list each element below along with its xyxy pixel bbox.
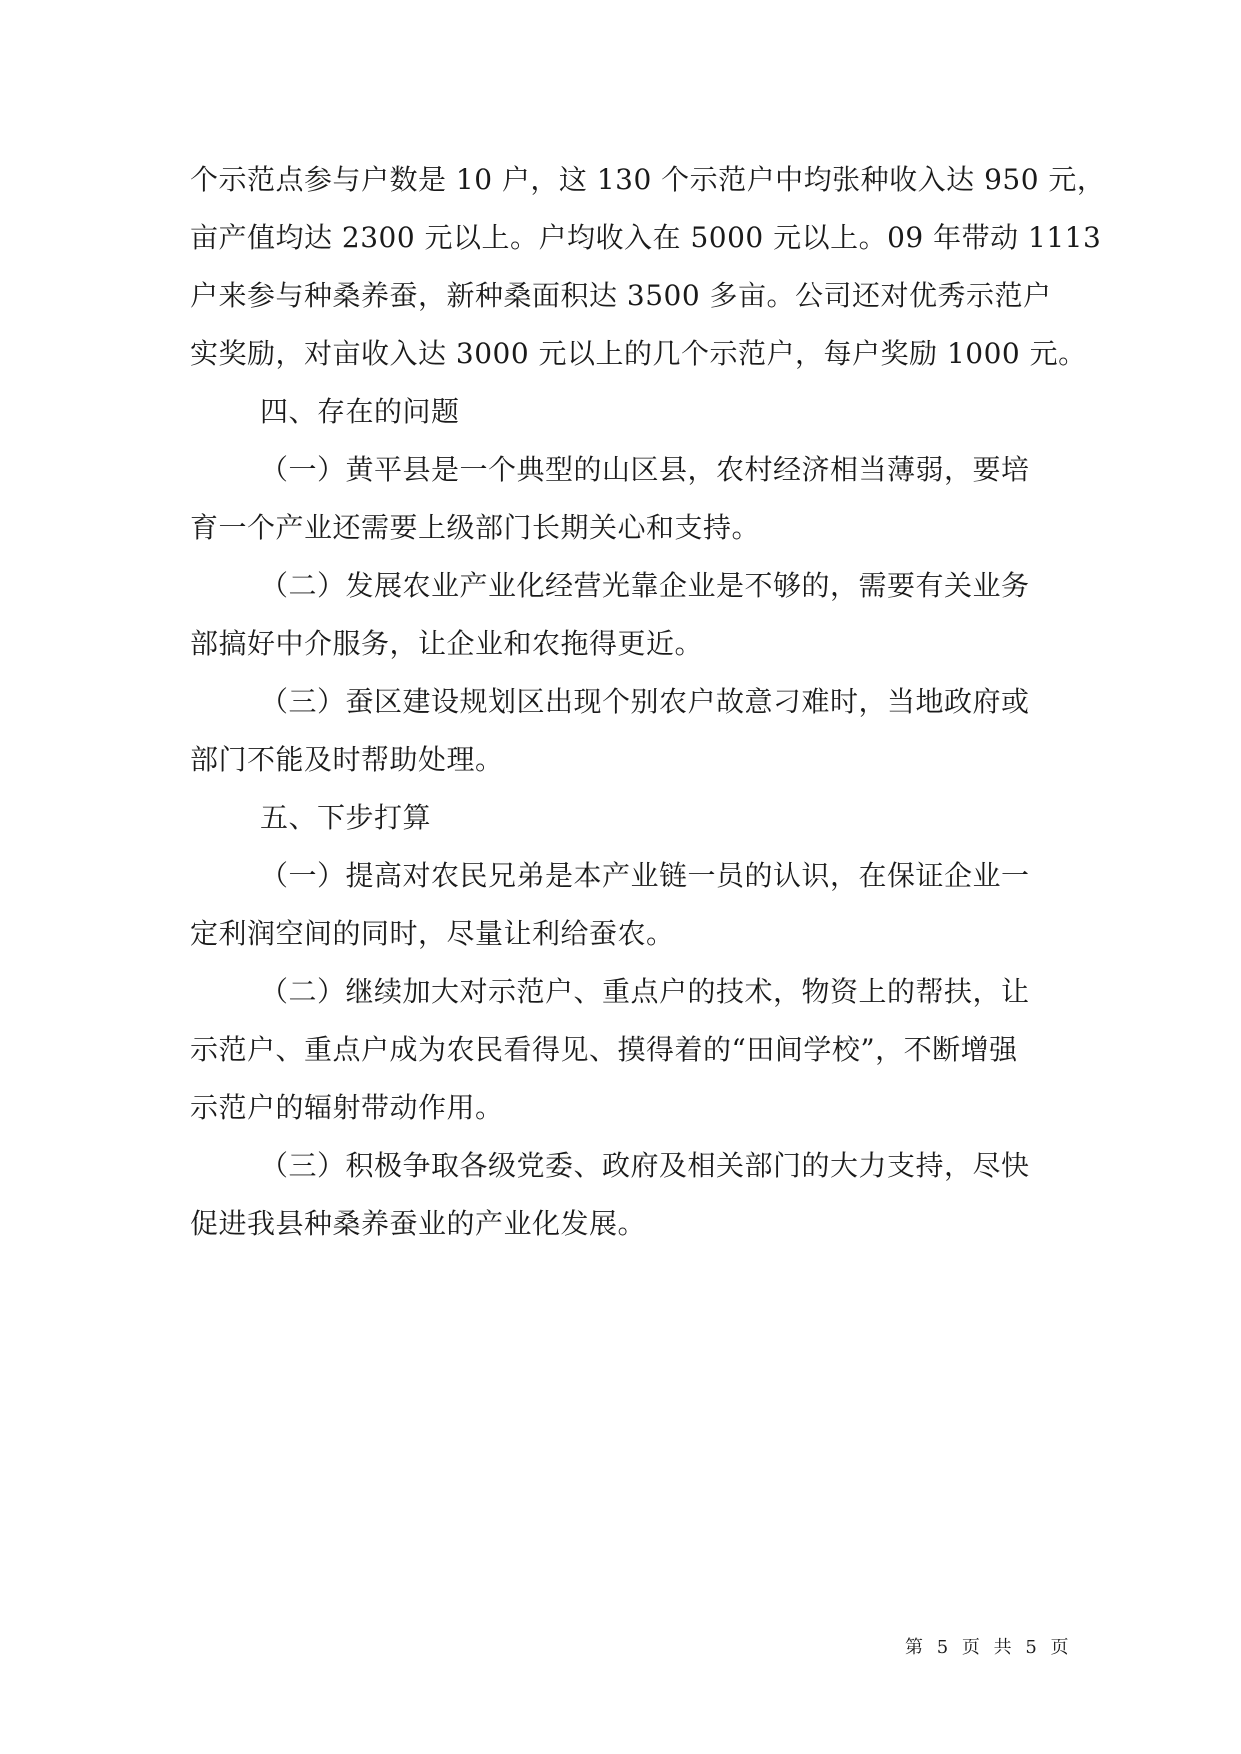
page-number-footer: 第 5 页 共 5 页 [905,1637,1073,1658]
section-heading: 五、下步打算 [260,801,432,834]
body-text-line: 示范户的辐射带动作用。 [190,1091,504,1124]
body-text-line: 示范户、重点户成为农民看得见、摸得着的“田间学校”，不断增强 [190,1033,1018,1066]
body-text-line: 部搞好中介服务，让企业和农拖得更近。 [190,627,704,660]
body-text-line: 部门不能及时帮助处理。 [190,743,504,776]
body-text-line: （三）蚕区建设规划区出现个别农户故意刁难时，当地政府或 [260,685,1030,718]
body-text-line: （一）黄平县是一个典型的山区县，农村经济相当薄弱，要培 [260,453,1030,486]
body-text-line: 促进我县种桑养蚕业的产业化发展。 [190,1207,647,1240]
body-text-line: （一）提高对农民兄弟是本产业链一员的认识，在保证企业一 [260,859,1030,892]
body-text-line: 定利润空间的同时，尽量让利给蚕农。 [190,917,675,950]
body-text-line: 户来参与种桑养蚕，新种桑面积达 3500 多亩。公司还对优秀示范户 [190,279,1052,312]
body-text-line: 育一个产业还需要上级部门长期关心和支持。 [190,511,761,544]
body-text-line: （三）积极争取各级党委、政府及相关部门的大力支持，尽快 [260,1149,1030,1182]
body-text-line: 个示范点参与户数是 10 户，这 130 个示范户中均张种收入达 950 元， [190,163,1106,196]
body-text-line: 亩产值均达 2300 元以上。户均收入在 5000 元以上。09 年带动 1113 [190,221,1102,254]
section-heading: 四、存在的问题 [260,395,460,428]
body-text-line: （二）发展农业产业化经营光靠企业是不够的，需要有关业务 [260,569,1030,602]
body-text-line: 实奖励，对亩收入达 3000 元以上的几个示范户，每户奖励 1000 元。 [190,337,1087,370]
body-text-line: （二）继续加大对示范户、重点户的技术，物资上的帮扶，让 [260,975,1030,1008]
